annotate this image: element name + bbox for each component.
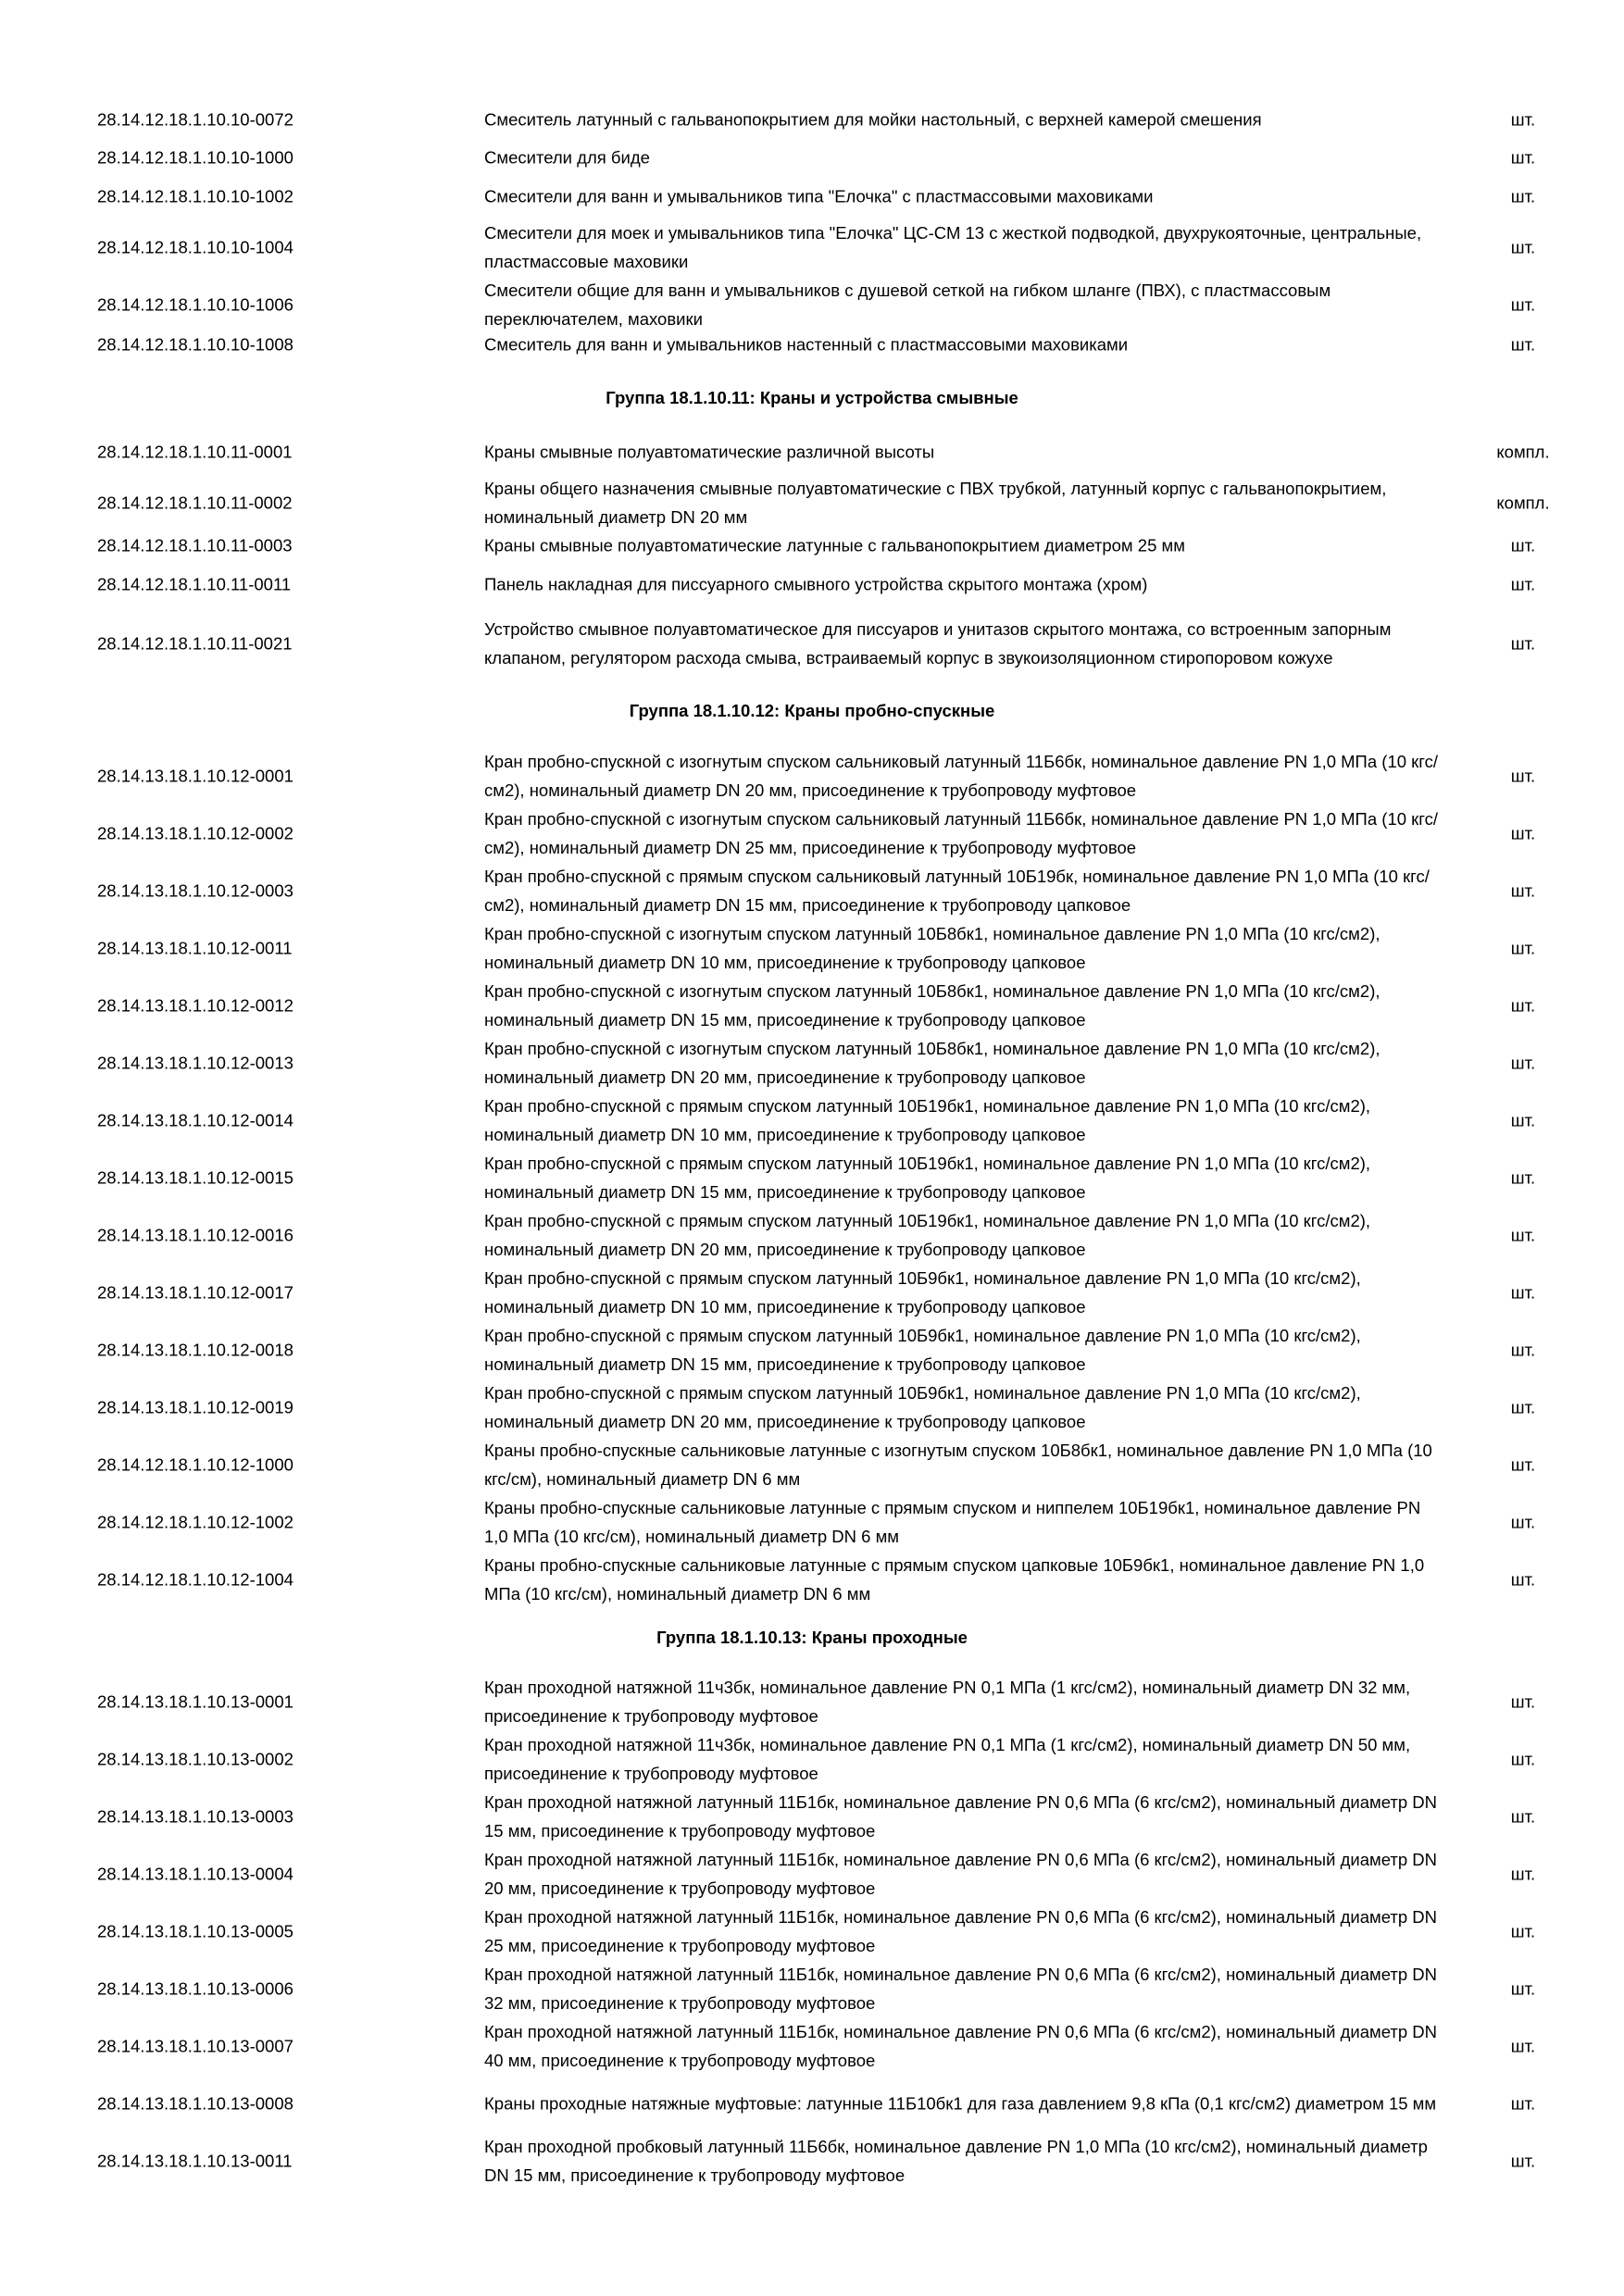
item-description: Кран проходной натяжной латунный 11Б1бк, номинальное давление PN 0,6 МПа (6 кгс/см2), номинальный диаметр DN 25 мм, присоединение к трубопроводу муфтовое	[484, 1907, 1437, 1955]
table-row	[0, 1264, 1624, 1321]
item-description: Смеситель латунный с гальванопокрытием для мойки настольный, с верхней камерой смешения	[484, 109, 1262, 130]
table-row	[0, 1379, 1624, 1436]
table-row	[0, 181, 1624, 212]
table-row	[0, 1092, 1624, 1149]
item-unit: шт.	[1510, 1282, 1536, 1303]
item-code: 28.14.13.18.1.10.12-0012	[97, 995, 294, 1016]
item-unit: шт.	[1510, 1454, 1536, 1475]
table-row	[0, 600, 1624, 686]
item-code: 28.14.13.18.1.10.12-0017	[97, 1282, 294, 1303]
item-code: 28.14.13.18.1.10.12-0019	[97, 1397, 294, 1417]
item-description: Кран пробно-спускной с изогнутым спуском латунный 10Б8бк1, номинальное давление PN 1,0 МПа (10 кгс/см2), номинальный диаметр DN 10 мм, присоединение к трубопроводу цапковое	[484, 924, 1380, 972]
table-row	[0, 218, 1624, 276]
item-description: Краны пробно-спускные сальниковые латунные с прямым спуском и ниппелем 10Б19бк1, номинальное давление PN 1,0 МПа (10 кгс/см), номинальный диаметр DN 6 мм	[484, 1498, 1421, 1546]
group-heading: Группа 18.1.10.13: Краны проходные	[656, 1628, 968, 1647]
item-unit: шт.	[1510, 1864, 1536, 1884]
item-code: 28.14.12.18.1.10.11-0021	[97, 633, 293, 653]
item-code: 28.14.13.18.1.10.12-0014	[97, 1110, 294, 1130]
item-code: 28.14.13.18.1.10.12-0013	[97, 1053, 294, 1073]
item-code: 28.14.12.18.1.10.11-0002	[97, 493, 293, 513]
table-row	[0, 1845, 1624, 1903]
item-unit: шт.	[1510, 1397, 1536, 1417]
table-row	[0, 1730, 1624, 1788]
item-code: 28.14.13.18.1.10.13-0004	[97, 1864, 294, 1884]
item-description: Устройство смывное полуавтоматическое для писсуаров и унитазов скрытого монтажа, со встроенным запорным клапаном, регулятором расхода смыва, встраиваемый корпус в звукоизоляционном стиропоровом кожухе	[484, 618, 1392, 668]
item-unit: шт.	[1510, 1749, 1536, 1769]
item-code: 28.14.12.18.1.10.10-1008	[97, 334, 294, 355]
table-row	[0, 1321, 1624, 1379]
table-row	[0, 1149, 1624, 1206]
item-unit: шт.	[1510, 1978, 1536, 1999]
table-row	[0, 1673, 1624, 1730]
item-description: Панель накладная для писсуарного смывного устройства скрытого монтажа (хром)	[484, 574, 1148, 594]
item-description: Кран пробно-спускной с изогнутым спуском сальниковый латунный 11Б6бк, номинальное давление PN 1,0 МПа (10 кгс/см2), номинальный диаметр DN 20 мм, присоединение к трубопроводу муфтовое	[484, 752, 1438, 800]
item-description: Кран проходной натяжной латунный 11Б1бк, номинальное давление PN 0,6 МПа (6 кгс/см2), номинальный диаметр DN 15 мм, присоединение к трубопроводу муфтовое	[484, 1792, 1437, 1841]
item-unit: шт.	[1510, 1053, 1536, 1073]
table-row	[0, 530, 1624, 561]
item-description: Краны смывные полуавтоматические латунные с гальванопокрытием диаметром 25 мм	[484, 535, 1185, 555]
table-row	[0, 747, 1624, 805]
table-row	[0, 1436, 1624, 1493]
item-code: 28.14.13.18.1.10.12-0016	[97, 1225, 294, 1245]
item-description: Кран проходной натяжной латунный 11Б1бк, номинальное давление PN 0,6 МПа (6 кгс/см2), номинальный диаметр DN 32 мм, присоединение к трубопроводу муфтовое	[484, 1965, 1437, 2013]
table-row	[0, 1034, 1624, 1092]
item-unit: шт.	[1510, 334, 1536, 355]
item-description: Краны общего назначения смывные полуавтоматические с ПВХ трубкой, латунный корпус с гальванопокрытием, номинальный диаметр DN 20 мм	[484, 479, 1387, 527]
item-description: Смесители общие для ванн и умывальников с душевой сеткой на гибком шланге (ПВХ), с пластмассовым переключателем, маховики	[484, 281, 1331, 329]
item-unit: шт.	[1510, 938, 1536, 958]
table-row	[0, 2075, 1624, 2132]
item-unit: компл.	[1496, 442, 1550, 462]
item-code: 28.14.13.18.1.10.12-0018	[97, 1340, 294, 1360]
item-unit: шт.	[1510, 2036, 1536, 2056]
item-code: 28.14.12.18.1.10.11-0003	[97, 535, 293, 555]
item-code: 28.14.12.18.1.10.11-0011	[97, 574, 292, 594]
item-unit: шт.	[1510, 1167, 1536, 1188]
table-row	[0, 568, 1624, 600]
table-row	[0, 474, 1624, 531]
item-code: 28.14.13.18.1.10.12-0003	[97, 880, 294, 901]
item-description: Кран пробно-спускной с прямым спуском латунный 10Б19бк1, номинальное давление PN 1,0 МПа (10 кгс/см2), номинальный диаметр DN 10 мм, присоединение к трубопроводу цапковое	[484, 1096, 1371, 1144]
item-description: Кран пробно-спускной с прямым спуском сальниковый латунный 10Б19бк, номинальное давление PN 1,0 МПа (10 кгс/см2), номинальный диаметр DN 15 мм, присоединение к трубопроводу цапковое	[484, 867, 1430, 915]
item-code: 28.14.13.18.1.10.13-0008	[97, 2093, 294, 2114]
item-code: 28.14.13.18.1.10.13-0007	[97, 2036, 294, 2056]
item-description: Краны пробно-спускные сальниковые латунные с изогнутым спуском 10Б8бк1, номинальное давление PN 1,0 МПа (10 кгс/см), номинальный диаметр DN 6 мм	[484, 1441, 1432, 1489]
item-description: Кран проходной натяжной латунный 11Б1бк, номинальное давление PN 0,6 МПа (6 кгс/см2), номинальный диаметр DN 20 мм, присоединение к трубопроводу муфтовое	[484, 1850, 1437, 1898]
item-description: Кран пробно-спускной с прямым спуском латунный 10Б9бк1, номинальное давление PN 1,0 МПа (10 кгс/см2), номинальный диаметр DN 10 мм, присоединение к трубопроводу цапковое	[484, 1268, 1361, 1316]
table-row	[0, 977, 1624, 1034]
table-row	[0, 276, 1624, 333]
item-code: 28.14.12.18.1.10.10-1004	[97, 237, 294, 257]
item-unit: шт.	[1510, 1340, 1536, 1360]
item-unit: шт.	[1510, 823, 1536, 843]
group-heading: Группа 18.1.10.12: Краны пробно-спускные	[629, 701, 995, 720]
item-code: 28.14.12.18.1.10.10-0072	[97, 109, 294, 130]
item-description: Кран проходной натяжной латунный 11Б1бк, номинальное давление PN 0,6 МПа (6 кгс/см2), номинальный диаметр DN 40 мм, присоединение к трубопроводу муфтовое	[484, 2022, 1437, 2070]
item-code: 28.14.12.18.1.10.11-0001	[97, 442, 293, 462]
group-heading: Группа 18.1.10.11: Краны и устройства смывные	[606, 388, 1018, 407]
item-description: Смесители для биде	[484, 147, 650, 168]
table-row	[0, 862, 1624, 919]
item-description: Краны пробно-спускные сальниковые латунные с прямым спуском цапковые 10Б9бк1, номинальное давление PN 1,0 МПа (10 кгс/см), номинальный диаметр DN 6 мм	[484, 1555, 1425, 1603]
item-unit: шт.	[1510, 1691, 1536, 1712]
item-unit: шт.	[1510, 147, 1536, 168]
item-description: Смеситель для ванн и умывальников настенный с пластмассовыми маховиками	[484, 334, 1129, 355]
item-unit: шт.	[1510, 109, 1536, 130]
item-code: 28.14.13.18.1.10.13-0005	[97, 1921, 294, 1941]
item-code: 28.14.13.18.1.10.13-0011	[97, 2151, 293, 2171]
table-row	[0, 1551, 1624, 1608]
item-code: 28.14.12.18.1.10.12-1004	[97, 1569, 294, 1590]
table-row	[0, 104, 1624, 135]
item-code: 28.14.13.18.1.10.12-0015	[97, 1167, 294, 1188]
item-unit: компл.	[1496, 493, 1550, 513]
item-description: Кран проходной натяжной 11ч3бк, номинальное давление PN 0,1 МПа (1 кгс/см2), номинальный диаметр DN 50 мм, присоединение к трубопроводу муфтовое	[484, 1735, 1411, 1783]
item-code: 28.14.12.18.1.10.12-1002	[97, 1512, 294, 1532]
item-code: 28.14.13.18.1.10.12-0011	[97, 938, 293, 958]
item-description: Кран проходной пробковый латунный 11Б6бк, номинальное давление PN 1,0 МПа (10 кгс/см2), номинальный диаметр DN 15 мм, присоединение к трубопроводу муфтовое	[484, 2137, 1428, 2185]
item-code: 28.14.13.18.1.10.12-0001	[97, 766, 294, 786]
table-row	[0, 1493, 1624, 1551]
item-description: Краны смывные полуавтоматические различной высоты	[484, 442, 935, 462]
item-unit: шт.	[1510, 1806, 1536, 1827]
table-row	[0, 1788, 1624, 1845]
table-row	[0, 1960, 1624, 2017]
table-row	[0, 2132, 1624, 2190]
item-unit: шт.	[1510, 2093, 1536, 2114]
item-unit: шт.	[1510, 1110, 1536, 1130]
item-code: 28.14.12.18.1.10.10-1000	[97, 147, 294, 168]
item-description: Кран пробно-спускной с изогнутым спуском латунный 10Б8бк1, номинальное давление PN 1,0 МПа (10 кгс/см2), номинальный диаметр DN 20 мм, присоединение к трубопроводу цапковое	[484, 1039, 1380, 1087]
table-row	[0, 805, 1624, 862]
item-code: 28.14.13.18.1.10.13-0003	[97, 1806, 294, 1827]
item-description: Кран пробно-спускной с прямым спуском латунный 10Б19бк1, номинальное давление PN 1,0 МПа (10 кгс/см2), номинальный диаметр DN 20 мм, присоединение к трубопроводу цапковое	[484, 1211, 1371, 1259]
table-row	[0, 436, 1624, 468]
item-description: Кран пробно-спускной с прямым спуском латунный 10Б19бк1, номинальное давление PN 1,0 МПа (10 кгс/см2), номинальный диаметр DN 15 мм, присоединение к трубопроводу цапковое	[484, 1154, 1371, 1202]
item-unit: шт.	[1510, 535, 1536, 555]
table-row	[0, 1903, 1624, 1960]
item-unit: шт.	[1510, 880, 1536, 901]
table-row	[0, 142, 1624, 173]
item-unit: шт.	[1510, 1921, 1536, 1941]
item-unit: шт.	[1510, 1512, 1536, 1532]
item-description: Кран пробно-спускной с прямым спуском латунный 10Б9бк1, номинальное давление PN 1,0 МПа (10 кгс/см2), номинальный диаметр DN 15 мм, присоединение к трубопроводу цапковое	[484, 1326, 1361, 1374]
item-code: 28.14.12.18.1.10.10-1002	[97, 186, 294, 206]
table-row	[0, 2017, 1624, 2075]
item-description: Кран пробно-спускной с изогнутым спуском сальниковый латунный 11Б6бк, номинальное давление PN 1,0 МПа (10 кгс/см2), номинальный диаметр DN 25 мм, присоединение к трубопроводу муфтовое	[484, 809, 1438, 857]
item-code: 28.14.12.18.1.10.10-1006	[97, 294, 294, 315]
item-unit: шт.	[1510, 633, 1536, 653]
item-unit: шт.	[1510, 1569, 1536, 1590]
table-row	[0, 1206, 1624, 1264]
item-description: Краны проходные натяжные муфтовые: латунные 11Б10бк1 для газа давлением 9,8 кПа (0,1 кгс/см2) диаметром 15 мм	[484, 2093, 1437, 2114]
item-unit: шт.	[1510, 766, 1536, 786]
item-description: Кран пробно-спускной с прямым спуском латунный 10Б9бк1, номинальное давление PN 1,0 МПа (10 кгс/см2), номинальный диаметр DN 20 мм, присоединение к трубопроводу цапковое	[484, 1383, 1361, 1431]
item-description: Смесители для ванн и умывальников типа "Елочка" с пластмассовыми маховиками	[484, 186, 1154, 206]
item-unit: шт.	[1510, 1225, 1536, 1245]
item-code: 28.14.13.18.1.10.13-0001	[97, 1691, 294, 1712]
item-code: 28.14.13.18.1.10.13-0002	[97, 1749, 294, 1769]
item-unit: шт.	[1510, 294, 1536, 315]
item-unit: шт.	[1510, 186, 1536, 206]
item-code: 28.14.12.18.1.10.12-1000	[97, 1454, 294, 1475]
item-code: 28.14.13.18.1.10.12-0002	[97, 823, 294, 843]
item-description: Кран проходной натяжной 11ч3бк, номинальное давление PN 0,1 МПа (1 кгс/см2), номинальный диаметр DN 32 мм, присоединение к трубопроводу муфтовое	[484, 1678, 1411, 1726]
item-description: Смесители для моек и умывальников типа "Елочка" ЦС-СМ 13 с жесткой подводкой, двухрукояточные, центральные, пластмассовые маховики	[484, 223, 1422, 271]
table-row	[0, 329, 1624, 360]
item-unit: шт.	[1510, 237, 1536, 257]
item-unit: шт.	[1510, 574, 1536, 594]
item-unit: шт.	[1510, 2151, 1536, 2171]
table-row	[0, 919, 1624, 977]
item-description: Кран пробно-спускной с изогнутым спуском латунный 10Б8бк1, номинальное давление PN 1,0 МПа (10 кгс/см2), номинальный диаметр DN 15 мм, присоединение к трубопроводу цапковое	[484, 981, 1380, 1029]
item-code: 28.14.13.18.1.10.13-0006	[97, 1978, 294, 1999]
item-unit: шт.	[1510, 995, 1536, 1016]
